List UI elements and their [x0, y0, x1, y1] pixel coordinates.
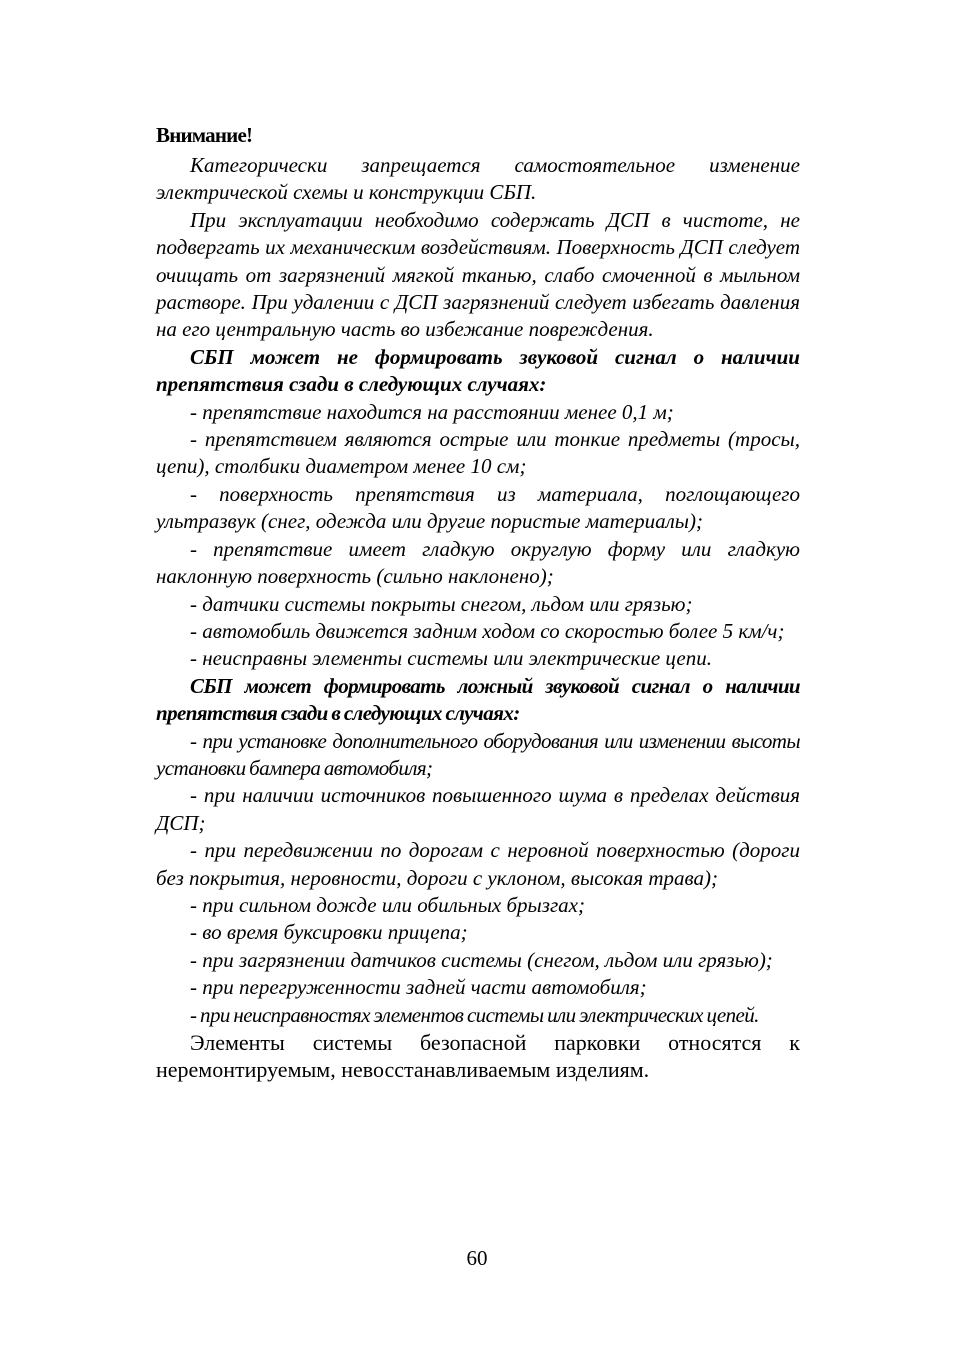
list-item: - препятствие имеет гладкую округлую форму или гладкую наклонную поверхность (сильно наклонено);	[156, 536, 800, 589]
list-item: - поверхность препятствия из материала, поглощающего ультразвук (снег, одежда или другие пористые материалы);	[156, 481, 800, 534]
no-signal-cases-heading: СБП может не формировать звуковой сигнал о наличии препятствия сзади в следующих случаях:	[156, 344, 800, 397]
list-item: - при передвижении по дорогам с неровной поверхностью (дороги без покрытия, неровности, дороги с уклоном, высокая трава);	[156, 838, 800, 890]
list-item: - препятствие находится на расстоянии менее 0,1 м;	[190, 399, 674, 424]
paragraph-prohibition: Категорически запрещается самостоятельное изменение электрической схемы и конструкции СБП.	[156, 153, 800, 205]
warning-heading: Внимание!	[156, 123, 253, 147]
paragraph-non-repairable: Элементы системы безопасной парковки относятся к неремонтируемым, невосстанавливаемым изделиям.	[156, 1030, 800, 1083]
list-item: - при загрязнении датчиков системы (снегом, льдом или грязью);	[190, 947, 773, 972]
list-item: - неисправны элементы системы или электрические цепи.	[190, 646, 713, 671]
document-body	[156, 118, 800, 1084]
paragraph-maintenance: При эксплуатации необходимо содержать ДСП в чистоте, не подвергать их механическим воздействиям. Поверхность ДСП следует очищать от загрязнений мягкой тканью, слабо смоченной в мыльном растворе. При удалении с ДСП загрязнений следует избегать давления на его центральную часть во избежание повреждения.	[156, 207, 800, 342]
list-item: - автомобиль движется задним ходом со скоростью более 5 км/ч;	[190, 618, 785, 643]
list-item: - при наличии источников повышенного шума в пределах действия ДСП;	[156, 783, 800, 835]
page-number: 60	[466, 1246, 488, 1270]
list-item: - во время буксировки прицепа;	[190, 920, 468, 945]
false-signal-cases-heading: СБП может формировать ложный звуковой сигнал о наличии препятствия сзади в следующих случаях:	[156, 673, 800, 726]
list-item: - при установке дополнительного оборудования или изменении высоты установки бампера автомобиля;	[156, 728, 800, 780]
list-item: - при перегруженности задней части автомобиля;	[190, 975, 647, 1000]
list-item: - при неисправностях элементов системы или электрических цепей.	[190, 1002, 759, 1027]
list-item: - при сильном дожде или обильных брызгах;	[190, 892, 585, 917]
list-item: - датчики системы покрыты снегом, льдом или грязью;	[190, 591, 693, 616]
list-item: - препятствием являются острые или тонкие предметы (тросы, цепи), столбики диаметром менее 10 см;	[156, 427, 800, 479]
